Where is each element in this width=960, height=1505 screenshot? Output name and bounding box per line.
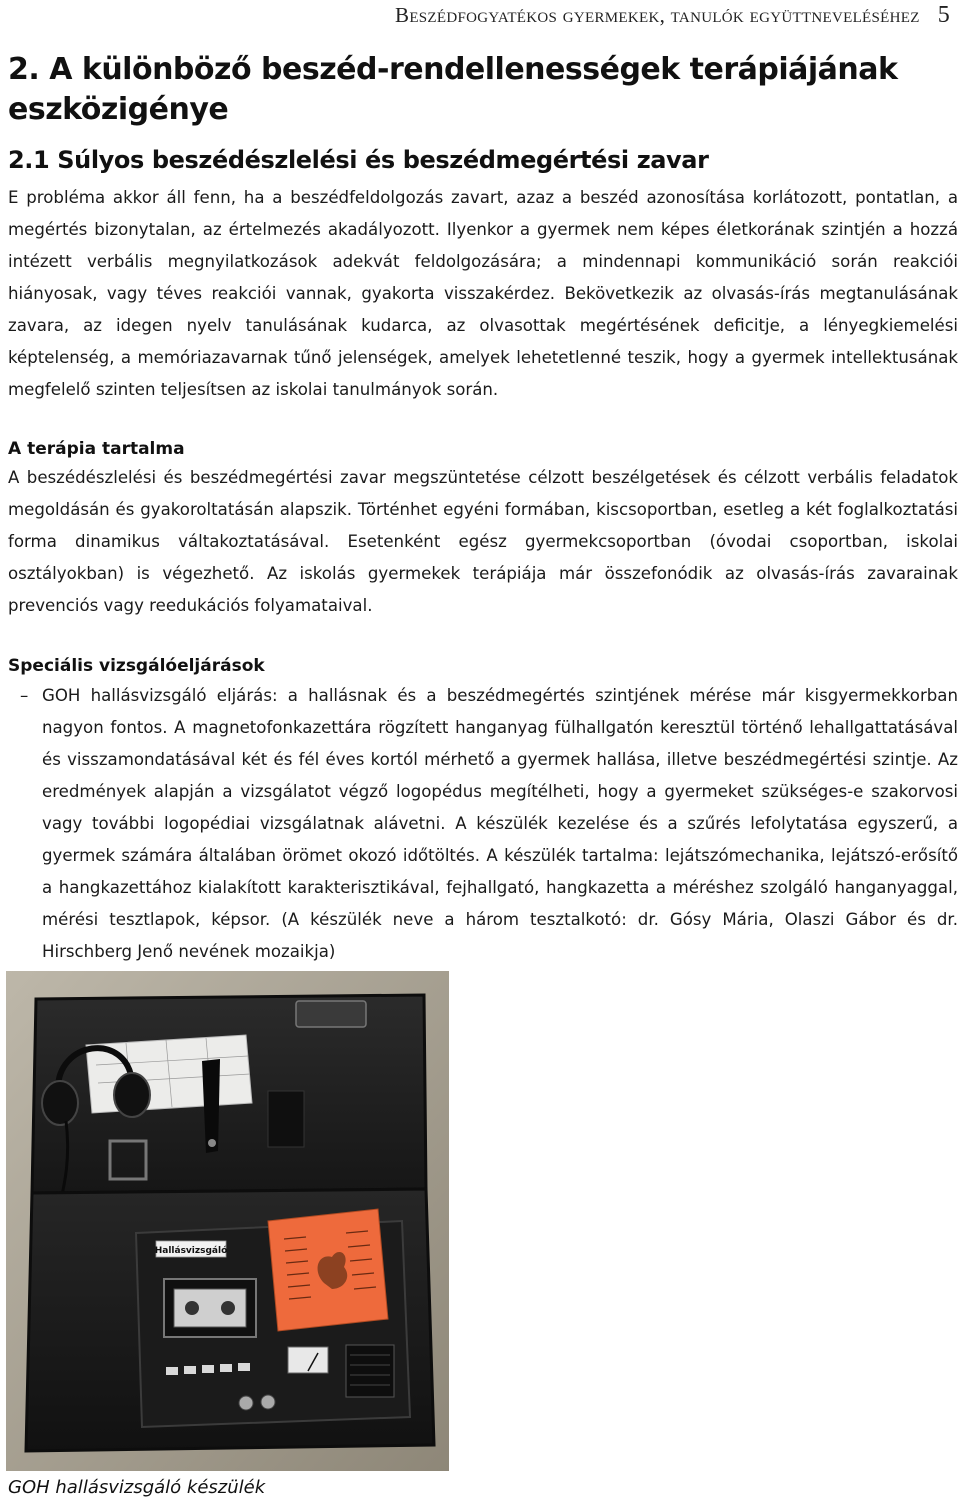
section-title: 2.1 Súlyos beszédészlelési és beszédmegértési zavar: [8, 146, 709, 174]
section-intro-paragraph: E probléma akkor áll fenn, ha a beszédfeldolgozás zavart, azaz a beszéd azonosítása korlátozott, pontatlan, a megértés bizonytalan, az értelmezés akadályozott. Ilyenkor a gyermek nem képes életkorának szintjén a hozzá intézett verbális megnyilatkozások adekvát feldolgozására; a mindennapi kommunikáció során reakciói hiányosak, vagy téves reakciói vannak, gyakorta visszakérdez. Bekövetkezik az olvasás-írás megtanulásának zavara, az idegen nyelv tanulásának kudarca, az olvasottak megértésének deficitje, a lényegkiemelési képtelenség, a memóriazavarnak tűnő jelenségek, amelyek lehetetlenné teszik, hogy a gyermek intellektusának megfelelő szinten teljesítsen az iskolai tanulmányok során.: [8, 188, 958, 399]
cassette-reel-left: [185, 1301, 199, 1315]
tone-knob: [261, 1395, 275, 1409]
figure-caption: GOH hallásvizsgáló készülék: [8, 1477, 266, 1498]
goh-device-photo: [6, 971, 449, 1471]
device-label-text: Hallásvizsgáló: [154, 1246, 228, 1256]
headphone-left-cup: [42, 1081, 78, 1125]
lid-pocket: [268, 1091, 304, 1147]
special-procedures-heading: Speciális vizsgálóeljárások: [8, 656, 265, 676]
cassette-reel-right: [221, 1301, 235, 1315]
running-header: [395, 2, 950, 30]
headphone-right-cup: [114, 1073, 150, 1117]
running-title: Beszédfogyatékos gyermekek, tanulók együttneveléséhez: [395, 3, 920, 27]
goh-procedure-item: GOH hallásvizsgáló eljárás: a hallásnak és a beszédmegértés szintjének mérése már kisgyermekkorban nagyon fontos. A magnetofonkazettára rögzített hanganyag fülhallgatón keresztül történő lehallgattatásával és visszamondatásával két és fél éves kortól mérhető a gyermek hallása, illetve beszédmegértési szintje. Az eredmények alapján a vizsgálatot végző logopédus megítélheti, hogy a gyermeket szükséges-e szakorvosi vagy további logopédiai vizsgálatnak alávetni. A készülék kezelése és a szűrés lefolytatása egyszerű, a gyermek számára általában örömet okozó időtöltés. A készülék tartalma: lejátszómechanika, lejátszó-erősítő a hangkazettához kialakított karakterisztikával, fejhallgató, hangkazetta a méréshez szolgáló hanganyaggal, mérési tesztlapok, képsor. (A készülék neve a három tesztalkotó: dr. Gósy Mária, Olaszi Gábor és dr. Hirschberg Jenő nevének mozaikja): [42, 686, 958, 961]
special-procedures-list: [8, 680, 958, 968]
goh-device-illustration: [6, 971, 449, 1471]
cassette-tape: [174, 1289, 246, 1327]
volume-knob: [239, 1396, 253, 1410]
lid-rivet: [208, 1139, 216, 1147]
therapy-heading: A terápia tartalma: [8, 439, 185, 459]
lid-latch: [296, 1001, 366, 1027]
speaker-grille: [346, 1345, 394, 1397]
therapy-paragraph: A beszédészlelési és beszédmegértési zavar megszüntetése célzott beszélgetések és célzott verbális feladatok megoldásán és gyakoroltatásán alapszik. Történhet egyéni formában, kiscsoportban, esetleg a két foglalkoztatási forma dinamikus váltakoztatásával. Esetenként egész gyermekcsoportban (óvodai csoportban, iskolai osztályokban) is végezhető. Az iskolás gyermekek terápiája már összefonódik az olvasás-írás zavarainak prevenciós vagy reedukációs folyamataival.: [8, 468, 958, 615]
vu-meter: [288, 1347, 328, 1373]
chapter-title: 2. A különböző beszéd-rendellenességek terápiájának eszközigénye: [8, 52, 898, 127]
page-number: 5: [937, 2, 950, 28]
bullet-marker: –: [20, 686, 29, 705]
